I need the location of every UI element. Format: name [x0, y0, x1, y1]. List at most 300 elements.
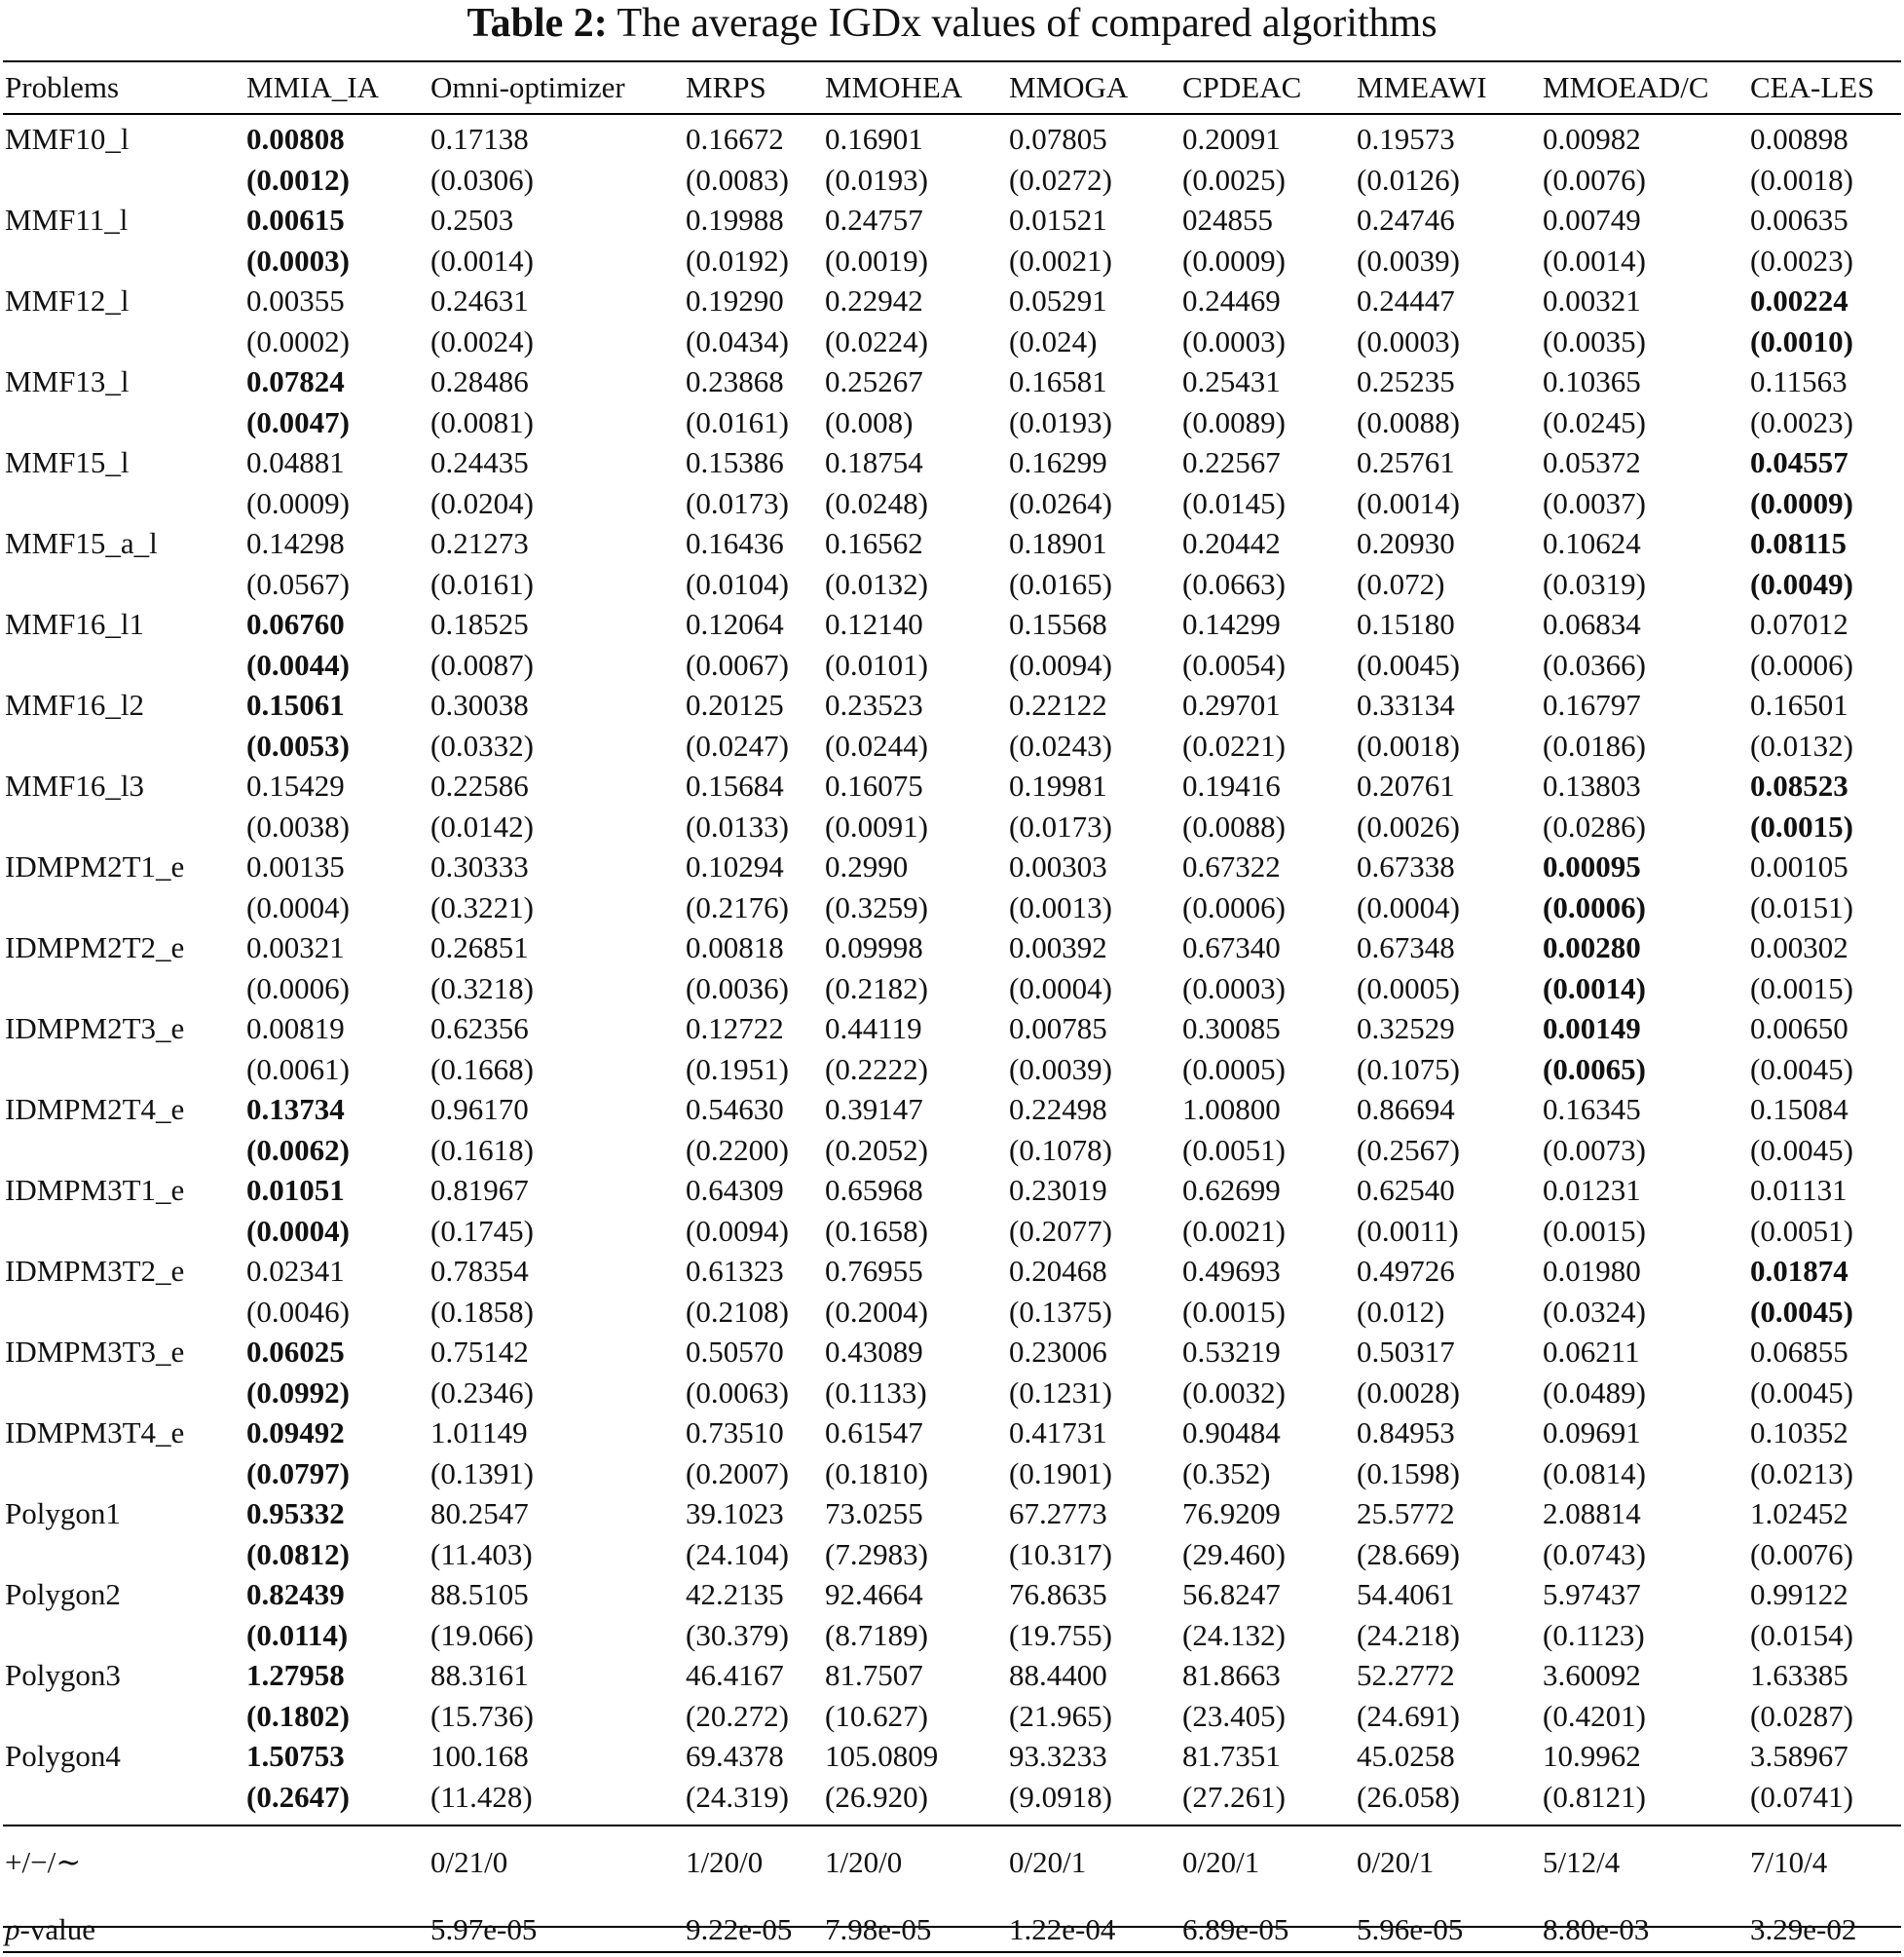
std-value: (0.0035)	[1543, 323, 1646, 358]
mean-value: 0.07805	[1009, 122, 1107, 156]
mean-value: 0.23006	[1009, 1335, 1107, 1369]
problem-name: IDMPM3T3_e	[5, 1335, 185, 1369]
std-value: (0.0047)	[246, 404, 350, 439]
summary-value: 0/20/1	[1009, 1845, 1087, 1879]
problem-name: IDMPM2T3_e	[5, 1011, 185, 1045]
mean-value: 0.25235	[1357, 364, 1455, 398]
problem-name: IDMPM2T4_e	[5, 1092, 185, 1126]
mean-value: 0.2503	[430, 203, 514, 237]
mean-value: 0.01980	[1543, 1254, 1641, 1288]
std-value: (0.0287)	[1750, 1698, 1853, 1733]
pvalue-value: 3.29e-02	[1750, 1912, 1857, 1946]
std-value: (0.1598)	[1357, 1455, 1460, 1490]
mean-value: 0.07012	[1750, 607, 1848, 641]
mean-value: 0.22122	[1009, 688, 1107, 722]
mean-value: 0.00615	[246, 203, 345, 237]
std-value: (24.319)	[686, 1779, 789, 1814]
summary-value: 1/20/0	[825, 1845, 903, 1879]
std-value: (26.058)	[1357, 1779, 1460, 1814]
pvalue-value: 8.80e-03	[1543, 1912, 1650, 1946]
std-value: (0.0286)	[1543, 809, 1646, 844]
std-value: (0.072)	[1357, 566, 1445, 601]
mean-value: 0.30085	[1182, 1011, 1281, 1045]
mean-value: 0.00280	[1543, 930, 1641, 964]
std-value: (0.0014)	[1357, 485, 1460, 520]
mean-value: 0.04881	[246, 445, 345, 479]
mean-value: 0.16901	[825, 122, 923, 156]
mean-value: 0.06834	[1543, 607, 1641, 641]
mean-value: 0.00819	[246, 1011, 345, 1045]
std-value: (0.0015)	[1543, 1213, 1646, 1248]
mean-value: 10.9962	[1543, 1739, 1641, 1773]
std-value: (0.0004)	[1009, 970, 1112, 1005]
std-value: (0.008)	[825, 404, 914, 439]
mean-value: 0.20761	[1357, 769, 1455, 803]
std-value: (0.1231)	[1009, 1374, 1112, 1410]
mean-value: 0.2990	[825, 849, 909, 884]
std-value: (0.8121)	[1543, 1779, 1646, 1814]
mean-value: 0.99122	[1750, 1577, 1848, 1611]
std-value: (0.0013)	[1009, 889, 1112, 924]
mean-value: 0.50570	[686, 1335, 784, 1369]
std-value: (0.0061)	[246, 1051, 350, 1086]
std-value: (0.2346)	[430, 1374, 534, 1410]
std-value: (0.0741)	[1750, 1779, 1853, 1814]
mean-value: 42.2135	[686, 1577, 784, 1611]
pvalue-value: 6.89e-05	[1182, 1912, 1289, 1946]
mean-value: 0.00149	[1543, 1011, 1641, 1045]
std-value: (0.0161)	[686, 404, 789, 439]
problem-name: MMF16_l2	[5, 688, 144, 722]
column-header: Omni-optimizer	[430, 70, 625, 104]
std-value: (0.0812)	[246, 1536, 350, 1571]
std-value: (0.0193)	[1009, 404, 1112, 439]
table-title: The average IGDx values of compared algorithms	[616, 1, 1437, 46]
column-header: MMOGA	[1009, 70, 1129, 104]
mean-value: 0.00650	[1750, 1011, 1848, 1045]
std-value: (0.2004)	[825, 1294, 928, 1329]
bottom-rule	[3, 1951, 1901, 1953]
mean-value: 93.3233	[1009, 1739, 1107, 1773]
mean-value: 0.62356	[430, 1011, 529, 1045]
std-value: (0.0132)	[825, 566, 928, 601]
mean-value: 0.00321	[246, 930, 345, 964]
column-header: MMEAWI	[1357, 70, 1487, 104]
mean-value: 0.16436	[686, 526, 784, 560]
mean-value: 0.61547	[825, 1415, 923, 1449]
std-value: (0.0062)	[246, 1132, 350, 1167]
std-value: (0.1123)	[1543, 1617, 1645, 1652]
mean-value: 0.73510	[686, 1415, 784, 1449]
column-header: Problems	[5, 70, 120, 104]
std-value: (0.0091)	[825, 809, 928, 844]
mean-value: 105.0809	[825, 1739, 939, 1773]
mean-value: 0.12140	[825, 607, 923, 641]
std-value: (28.669)	[1357, 1536, 1460, 1571]
std-value: (0.0011)	[1357, 1213, 1459, 1248]
mean-value: 1.01149	[430, 1415, 528, 1449]
std-value: (0.0038)	[246, 809, 350, 844]
std-value: (0.0094)	[686, 1213, 789, 1248]
mean-value: 0.33134	[1357, 688, 1455, 722]
std-value: (0.0046)	[246, 1294, 350, 1329]
mean-value: 0.25761	[1357, 445, 1455, 479]
mean-value: 0.10352	[1750, 1415, 1848, 1449]
std-value: (0.2052)	[825, 1132, 928, 1167]
std-value: (0.0003)	[246, 243, 350, 278]
mean-value: 0.29701	[1182, 688, 1281, 722]
mean-value: 0.24447	[1357, 283, 1455, 318]
mean-value: 3.60092	[1543, 1658, 1641, 1692]
pvalue-value: 1.22e-04	[1009, 1912, 1116, 1946]
std-value: (0.0006)	[1182, 889, 1286, 924]
mean-value: 0.16075	[825, 769, 923, 803]
mean-value: 0.01231	[1543, 1173, 1641, 1207]
std-value: (0.0151)	[1750, 889, 1853, 924]
mean-value: 0.43089	[825, 1335, 923, 1369]
mean-value: 0.22498	[1009, 1092, 1107, 1126]
std-value: (0.2077)	[1009, 1213, 1112, 1248]
std-value: (0.0142)	[430, 809, 534, 844]
std-value: (0.0045)	[1357, 647, 1460, 682]
mean-value: 0.15429	[246, 769, 345, 803]
mean-value: 0.22942	[825, 283, 923, 318]
std-value: (0.0272)	[1009, 162, 1112, 197]
std-value: (0.0015)	[1182, 1294, 1286, 1329]
mean-value: 100.168	[430, 1739, 529, 1773]
mean-value: 0.12064	[686, 607, 784, 641]
mean-value: 2.08814	[1543, 1496, 1641, 1530]
mean-value: 0.19988	[686, 203, 784, 237]
mean-value: 0.19573	[1357, 122, 1455, 156]
std-value: (0.0006)	[246, 970, 350, 1005]
mean-value: 0.67322	[1182, 849, 1281, 884]
std-value: (0.0319)	[1543, 566, 1646, 601]
std-value: (7.2983)	[825, 1536, 928, 1571]
std-value: (0.0002)	[246, 323, 350, 358]
std-value: (9.0918)	[1009, 1779, 1112, 1814]
mean-value: 0.23523	[825, 688, 923, 722]
mean-value: 0.32529	[1357, 1011, 1455, 1045]
mean-value: 0.12722	[686, 1011, 784, 1045]
std-value: (0.3221)	[430, 889, 534, 924]
std-value: (0.0010)	[1750, 323, 1853, 358]
std-value: (0.0014)	[1543, 243, 1646, 278]
std-value: (0.3218)	[430, 970, 534, 1005]
pvalue-label-rest: -value	[19, 1912, 95, 1946]
std-value: (0.0019)	[825, 243, 928, 278]
mean-value: 0.61323	[686, 1254, 784, 1288]
problem-name: MMF15_a_l	[5, 526, 158, 560]
std-value: (0.0366)	[1543, 647, 1646, 682]
table-caption	[0, 0, 1904, 49]
std-value: (0.0083)	[686, 162, 789, 197]
std-value: (0.0192)	[686, 243, 789, 278]
std-value: (0.0213)	[1750, 1455, 1853, 1490]
std-value: (0.2567)	[1357, 1132, 1460, 1167]
mean-value: 76.8635	[1009, 1577, 1107, 1611]
mean-value: 0.15684	[686, 769, 784, 803]
std-value: (10.627)	[825, 1698, 928, 1733]
mean-value: 0.19290	[686, 283, 784, 318]
std-value: (0.0126)	[1357, 162, 1460, 197]
std-value: (0.0014)	[430, 243, 534, 278]
mean-value: 0.62540	[1357, 1173, 1455, 1207]
mean-value: 0.00749	[1543, 203, 1641, 237]
std-value: (0.0026)	[1357, 809, 1460, 844]
std-value: (0.0434)	[686, 323, 789, 358]
std-value: (0.0015)	[1750, 970, 1853, 1005]
mean-value: 0.90484	[1182, 1415, 1281, 1449]
std-value: (0.1951)	[686, 1051, 789, 1086]
mean-value: 88.4400	[1009, 1658, 1107, 1692]
std-value: (0.0045)	[1750, 1374, 1853, 1410]
mean-value: 54.4061	[1357, 1577, 1455, 1611]
mean-value: 0.09998	[825, 930, 923, 964]
mean-value: 1.27958	[246, 1658, 345, 1692]
mean-value: 0.24757	[825, 203, 923, 237]
column-header: CPDEAC	[1182, 70, 1302, 104]
mean-value: 0.21273	[430, 526, 529, 560]
problem-name: Polygon2	[5, 1577, 121, 1611]
mean-value: 0.13803	[1543, 769, 1641, 803]
mean-value: 0.19416	[1182, 769, 1281, 803]
mean-value: 0.75142	[430, 1335, 529, 1369]
mean-value: 0.24435	[430, 445, 529, 479]
column-header: MRPS	[686, 70, 766, 104]
mean-value: 0.01131	[1750, 1173, 1848, 1207]
std-value: (0.1810)	[825, 1455, 928, 1490]
std-value: (0.0003)	[1182, 323, 1286, 358]
mean-value: 0.00095	[1543, 849, 1641, 884]
std-value: (0.0009)	[1182, 243, 1286, 278]
mean-value: 0.05372	[1543, 445, 1641, 479]
problem-name: IDMPM2T1_e	[5, 849, 185, 884]
mean-value: 0.00224	[1750, 283, 1848, 318]
std-value: (0.0039)	[1009, 1051, 1112, 1086]
std-value: (0.024)	[1009, 323, 1098, 358]
std-value: (0.0243)	[1009, 728, 1112, 763]
problem-name: Polygon1	[5, 1496, 121, 1530]
std-value: (0.0023)	[1750, 243, 1853, 278]
problem-name: MMF15_l	[5, 445, 130, 479]
std-value: (0.0028)	[1357, 1374, 1460, 1410]
std-value: (0.0067)	[686, 647, 789, 682]
mean-value: 0.06025	[246, 1335, 345, 1369]
std-value: (0.0053)	[246, 728, 350, 763]
mean-value: 0.00105	[1750, 849, 1848, 884]
std-value: (10.317)	[1009, 1536, 1112, 1571]
std-value: (0.0045)	[1750, 1132, 1853, 1167]
std-value: (0.0992)	[246, 1374, 350, 1410]
mean-value: 0.00898	[1750, 122, 1848, 156]
std-value: (0.0132)	[1750, 728, 1853, 763]
std-value: (0.0036)	[686, 970, 789, 1005]
std-value: (15.736)	[430, 1698, 534, 1733]
mean-value: 0.41731	[1009, 1415, 1107, 1449]
std-value: (0.0743)	[1543, 1536, 1646, 1571]
mean-value: 0.64309	[686, 1173, 784, 1207]
std-value: (0.0051)	[1182, 1132, 1286, 1167]
mean-value: 0.82439	[246, 1577, 345, 1611]
mean-value: 0.20468	[1009, 1254, 1107, 1288]
std-value: (0.0173)	[686, 485, 789, 520]
mean-value: 0.00135	[246, 849, 345, 884]
mean-value: 0.16299	[1009, 445, 1107, 479]
std-value: (0.1668)	[430, 1051, 534, 1086]
std-value: (0.1078)	[1009, 1132, 1112, 1167]
mean-value: 25.5772	[1357, 1496, 1455, 1530]
mean-value: 0.15084	[1750, 1092, 1848, 1126]
mean-value: 0.06211	[1543, 1335, 1640, 1369]
mean-value: 0.24469	[1182, 283, 1281, 318]
std-value: (11.403)	[430, 1536, 533, 1571]
mean-value: 1.63385	[1750, 1658, 1848, 1692]
mean-value: 0.14299	[1182, 607, 1281, 641]
mean-value: 0.53219	[1182, 1335, 1281, 1369]
std-value: (0.0051)	[1750, 1213, 1853, 1248]
std-value: (0.3259)	[825, 889, 928, 924]
mean-value: 0.81967	[430, 1173, 529, 1207]
mean-value: 39.1023	[686, 1496, 784, 1530]
std-value: (0.2007)	[686, 1455, 789, 1490]
mean-value: 0.39147	[825, 1092, 923, 1126]
std-value: (0.2176)	[686, 889, 789, 924]
mean-value: 1.00800	[1182, 1092, 1281, 1126]
mean-value: 0.00392	[1009, 930, 1107, 964]
mean-value: 0.86694	[1357, 1092, 1455, 1126]
mean-value: 0.00303	[1009, 849, 1107, 884]
problem-name: MMF13_l	[5, 364, 130, 398]
mean-value: 0.15568	[1009, 607, 1107, 641]
mean-value: 0.76955	[825, 1254, 923, 1288]
mean-value: 0.16345	[1543, 1092, 1641, 1126]
std-value: (0.0247)	[686, 728, 789, 763]
pvalue-value: 5.96e-05	[1357, 1912, 1464, 1946]
std-value: (23.405)	[1182, 1698, 1286, 1733]
mean-value: 0.05291	[1009, 283, 1107, 318]
mean-value: 0.30333	[430, 849, 529, 884]
column-header: MMIA_IA	[246, 70, 380, 104]
problem-name: Polygon4	[5, 1739, 121, 1773]
std-value: (0.1391)	[430, 1455, 534, 1490]
mean-value: 0.54630	[686, 1092, 784, 1126]
header-rule	[3, 113, 1901, 115]
std-value: (19.755)	[1009, 1617, 1112, 1652]
mean-value: 0.24631	[430, 283, 529, 318]
mean-value: 0.19981	[1009, 769, 1107, 803]
mean-value: 0.25431	[1182, 364, 1281, 398]
summary-value: 7/10/4	[1750, 1845, 1828, 1879]
mean-value: 0.16797	[1543, 688, 1641, 722]
mean-value: 0.23868	[686, 364, 784, 398]
mean-value: 0.16562	[825, 526, 923, 560]
std-value: (0.0114)	[246, 1617, 349, 1652]
mean-value: 0.16672	[686, 122, 784, 156]
std-value: (0.0245)	[1543, 404, 1646, 439]
mean-value: 81.7351	[1182, 1739, 1281, 1773]
column-header: MMOEAD/C	[1543, 70, 1709, 104]
std-value: (0.1745)	[430, 1213, 534, 1248]
std-value: (0.2647)	[246, 1779, 350, 1814]
mean-value: 0.01874	[1750, 1254, 1848, 1288]
std-value: (0.0012)	[246, 162, 350, 197]
mean-value: 80.2547	[430, 1496, 529, 1530]
mean-value: 0.08115	[1750, 526, 1848, 560]
std-value: (0.0006)	[1543, 889, 1646, 924]
std-value: (0.0186)	[1543, 728, 1646, 763]
std-value: (0.0065)	[1543, 1051, 1646, 1086]
std-value: (0.0663)	[1182, 566, 1286, 601]
std-value: (0.0073)	[1543, 1132, 1646, 1167]
std-value: (0.0814)	[1543, 1455, 1646, 1490]
mean-value: 88.3161	[430, 1658, 529, 1692]
mean-value: 0.13734	[246, 1092, 345, 1126]
top-rule	[3, 60, 1901, 62]
std-value: (0.2108)	[686, 1294, 789, 1329]
mean-value: 0.10365	[1543, 364, 1641, 398]
mean-value: 0.20091	[1182, 122, 1281, 156]
mean-value: 0.08523	[1750, 769, 1848, 803]
mean-value: 0.16501	[1750, 688, 1848, 722]
mean-value: 0.10294	[686, 849, 784, 884]
mean-value: 0.11563	[1750, 364, 1848, 398]
column-header: MMOHEA	[825, 70, 963, 104]
mean-value: 0.15061	[246, 688, 345, 722]
mean-value: 0.16581	[1009, 364, 1107, 398]
std-value: (0.0104)	[686, 566, 789, 601]
std-value: (0.0145)	[1182, 485, 1286, 520]
std-value: (0.0025)	[1182, 162, 1286, 197]
std-value: (19.066)	[430, 1617, 534, 1652]
std-value: (0.0004)	[1357, 889, 1460, 924]
std-value: (0.0244)	[825, 728, 928, 763]
std-value: (0.0076)	[1750, 1536, 1853, 1571]
std-value: (0.1375)	[1009, 1294, 1112, 1329]
std-value: (30.379)	[686, 1617, 789, 1652]
mean-value: 81.8663	[1182, 1658, 1281, 1692]
mean-value: 45.0258	[1357, 1739, 1455, 1773]
std-value: (0.012)	[1357, 1294, 1445, 1329]
std-value: (0.0054)	[1182, 647, 1286, 682]
problem-name: MMF11_l	[5, 203, 129, 237]
std-value: (0.0332)	[430, 728, 534, 763]
std-value: (0.0101)	[825, 647, 928, 682]
problem-name: MMF16_l3	[5, 769, 144, 803]
pvalue-label-italic: p	[5, 1912, 20, 1946]
pvalue-value: 9.22e-05	[686, 1912, 793, 1946]
mean-value: 0.67348	[1357, 930, 1455, 964]
mean-value: 0.00808	[246, 122, 345, 156]
problem-name: MMF16_l1	[5, 607, 144, 641]
mean-value: 0.02341	[246, 1254, 345, 1288]
problem-name: MMF12_l	[5, 283, 130, 318]
std-value: (0.0567)	[246, 566, 350, 601]
column-header: CEA-LES	[1750, 70, 1875, 104]
std-value: (0.0006)	[1750, 647, 1853, 682]
std-value: (0.0045)	[1750, 1051, 1853, 1086]
std-value: (0.0009)	[1750, 485, 1853, 520]
mean-value: 0.00785	[1009, 1011, 1107, 1045]
pvalue-value: 7.98e-05	[825, 1912, 932, 1946]
mean-value: 0.01051	[246, 1173, 345, 1207]
problem-name: IDMPM2T2_e	[5, 930, 185, 964]
mean-value: 0.00635	[1750, 203, 1848, 237]
mean-value: 1.02452	[1750, 1496, 1848, 1530]
std-value: (0.1618)	[430, 1132, 534, 1167]
std-value: (0.0087)	[430, 647, 534, 682]
mean-value: 0.24746	[1357, 203, 1455, 237]
